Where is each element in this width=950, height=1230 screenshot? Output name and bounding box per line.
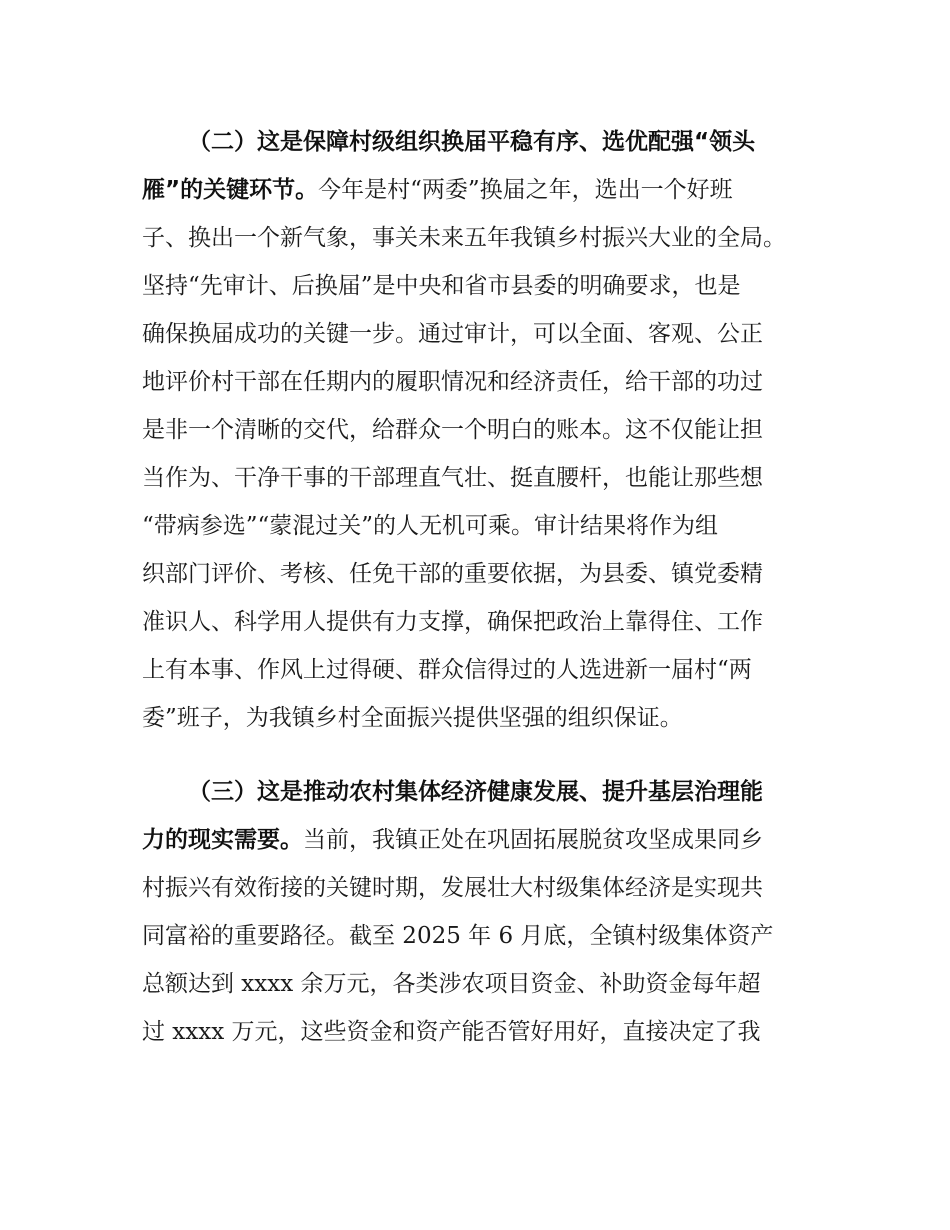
paragraph-line [142, 362, 822, 402]
paragraph-text: 子、换出一个新气象，事关未来五年我镇乡村振兴大业的全局。 [142, 225, 786, 251]
paragraph-text: 是非一个清晰的交代，给群众一个明白的账本。这不仅能让担 [142, 417, 763, 443]
paragraph-line [188, 122, 822, 162]
paragraph-line [142, 1012, 822, 1052]
paragraph-text: 坚持“先审计、后换届”是中央和省市县委的明确要求，也是 [142, 273, 741, 299]
paragraph-text: 上有本事、作风上过得硬、群众信得过的人选进新一届村“两 [142, 657, 752, 683]
section-heading: 雁”的关键环节。 [142, 177, 319, 203]
paragraph-line [142, 916, 822, 956]
paragraph-text: 村振兴有效衔接的关键时期，发展壮大村级集体经济是实现共 [142, 875, 763, 901]
paragraph-line [142, 554, 822, 594]
paragraph-text: 准识人、科学用人提供有力支撑，确保把政治上靠得住、工作 [142, 609, 763, 635]
paragraph-line [142, 506, 822, 546]
paragraph-line [142, 868, 822, 908]
paragraph-text: 过 xxxx 万元，这些资金和资产能否管好用好，直接决定了我 [142, 1019, 761, 1045]
paragraph-line [142, 698, 822, 738]
section-heading: （二）这是保障村级组织换届平稳有序、选优配强“领头 [188, 129, 756, 155]
paragraph-line [142, 602, 822, 642]
paragraph-text: 当前，我镇正处在巩固拓展脱贫攻坚成果同乡 [303, 827, 763, 853]
paragraph-line [142, 170, 822, 210]
section-heading: （三）这是推动农村集体经济健康发展、提升基层治理能 [188, 779, 763, 805]
paragraph-text: 总额达到 xxxx 余万元，各类涉农项目资金、补助资金每年超 [142, 971, 761, 997]
paragraph-text: 确保换届成功的关键一步。通过审计，可以全面、客观、公正 [142, 321, 763, 347]
paragraph-line [142, 410, 822, 450]
paragraph-line [142, 218, 822, 258]
paragraph-text: 织部门评价、考核、任免干部的重要依据，为县委、镇党委精 [142, 561, 763, 587]
paragraph-line [188, 772, 822, 812]
paragraph-line [142, 820, 822, 860]
paragraph-line [142, 964, 822, 1004]
paragraph-line [142, 458, 822, 498]
paragraph-line [142, 266, 822, 306]
paragraph-line [142, 314, 822, 354]
paragraph-line [142, 650, 822, 690]
paragraph-text: 当作为、干净干事的干部理直气壮、挺直腰杆，也能让那些想 [142, 465, 763, 491]
paragraph-text: 委”班子，为我镇乡村全面振兴提供坚强的组织保证。 [142, 705, 683, 731]
paragraph-text: 同富裕的重要路径。截至 2025 年 6 月底，全镇村级集体资产 [142, 923, 774, 949]
section-heading: 力的现实需要。 [142, 827, 303, 853]
paragraph-text: 地评价村干部在任期内的履职情况和经济责任，给干部的功过 [142, 369, 763, 395]
paragraph-text: “带病参选”“蒙混过关”的人无机可乘。审计结果将作为组 [142, 513, 719, 539]
paragraph-text: 今年是村“两委”换届之年，选出一个好班 [318, 177, 733, 203]
